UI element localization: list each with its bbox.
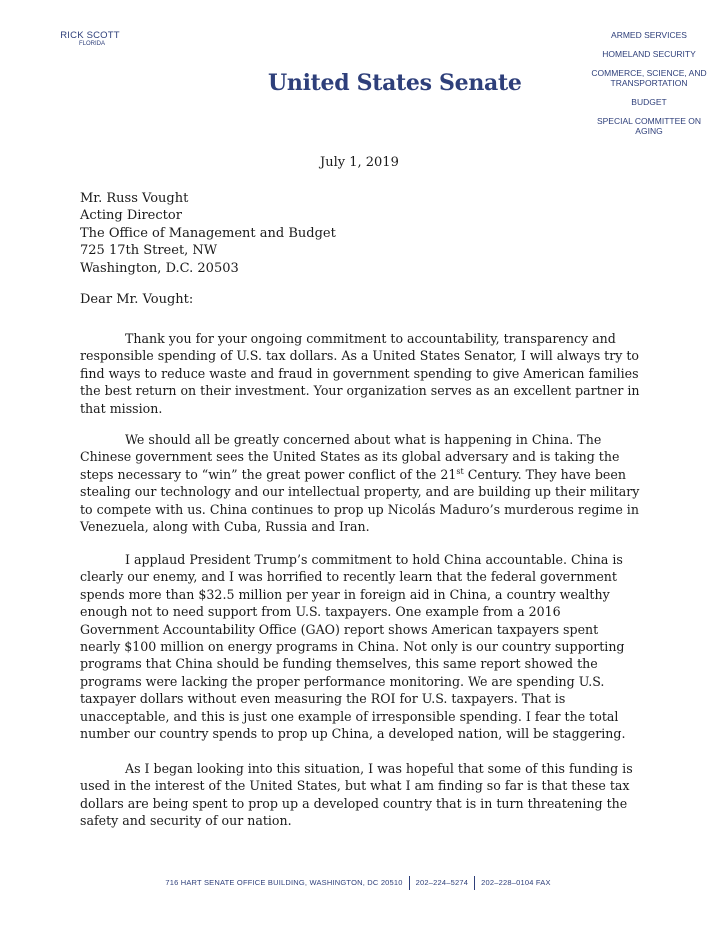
paragraph-text: Century. They have been stealing our technology and our intellectual property, and are building up their military to compete with us. China continues to prop up Nicolás Maduro’s murderous regime in Venezuela, along with Cuba, Russia and Iran. (80, 466, 640, 535)
committee-list (586, 30, 712, 145)
paragraph-text: As I began looking into this situation, I was hopeful that some of this funding is used in the interest of the United States, but what I am finding so far is that these tax dollars are being spent to prop up a developed country that is in turn threatening the safety and security of our nation. (80, 761, 633, 829)
letter-date: July 1, 2019 (320, 155, 399, 170)
recipient-title: Acting Director (80, 208, 182, 224)
recipient-city: Washington, D.C. 20503 (80, 260, 239, 276)
sender-state: FLORIDA (78, 41, 105, 47)
committee-item: COMMERCE, SCIENCE, AND TRANSPORTATION (591, 68, 707, 88)
sender-block (62, 30, 122, 47)
body-paragraph (80, 330, 640, 417)
sender-name: RICK SCOTT (60, 30, 120, 41)
body-paragraph (80, 760, 640, 830)
committee-item: ARMED SERVICES (611, 30, 687, 40)
recipient-street: 725 17th Street, NW (80, 243, 218, 259)
letterhead-title: United States Senate (268, 70, 522, 96)
committee-item: HOMELAND SECURITY (602, 49, 696, 59)
footer-divider (409, 876, 410, 890)
recipient-name: Mr. Russ Vought (80, 191, 189, 206)
office-address: 716 HART SENATE OFFICE BUILDING, WASHINGTON, DC 20510 (165, 877, 403, 887)
committee-item: BUDGET (631, 97, 667, 107)
recipient-office: The Office of Management and Budget (80, 225, 336, 241)
committee-item: SPECIAL COMMITTEE ON AGING (596, 116, 702, 136)
letterhead-footer (0, 876, 716, 890)
footer-divider (474, 876, 475, 890)
office-phone: 202–224–5274 (415, 877, 469, 887)
paragraph-text: I applaud President Trump’s commitment to hold China accountable. China is clearly our enemy, and I was horrified to recently learn that the federal government spends more than $32.5 million per year in foreign aid in China, a country wealthy enough not to need support from U.S. taxpayers. One example from a 2016 Government Accountability Office (GAO) report shows American taxpayers spent nearly $100 million on energy programs in China. Not only is our country supporting programs that China should be funding themselves, this same report showed the programs were lacking the proper performance monitoring. We are spending U.S. taxpayer dollars without even measuring the ROI for U.S. taxpayers. That is unacceptable, and this is just one example of irresponsible spending. I fear the total number our country spends to prop up China, a developed nation, will be staggering. (80, 552, 626, 742)
ordinal-suffix: st (456, 466, 464, 476)
body-paragraph (80, 431, 640, 535)
office-fax: 202–228–0104 FAX (481, 877, 551, 887)
recipient-address (80, 190, 336, 277)
salutation: Dear Mr. Vought: (80, 292, 194, 307)
paragraph-text: Thank you for your ongoing commitment to accountability, transparency and responsible spending of U.S. tax dollars. As a United States Senator, I will always try to find ways to reduce waste and fraud in government spending to give American families the best return on their investment. Your organization serves as an excellent partner in that mission. (80, 331, 640, 416)
body-paragraph (80, 551, 640, 742)
paragraph-text: We should all be greatly concerned about what is happening in China. The Chinese government sees the United States as its global adversary and is taking the steps necessary to “win” the great power conflict of the 21 (80, 432, 620, 482)
